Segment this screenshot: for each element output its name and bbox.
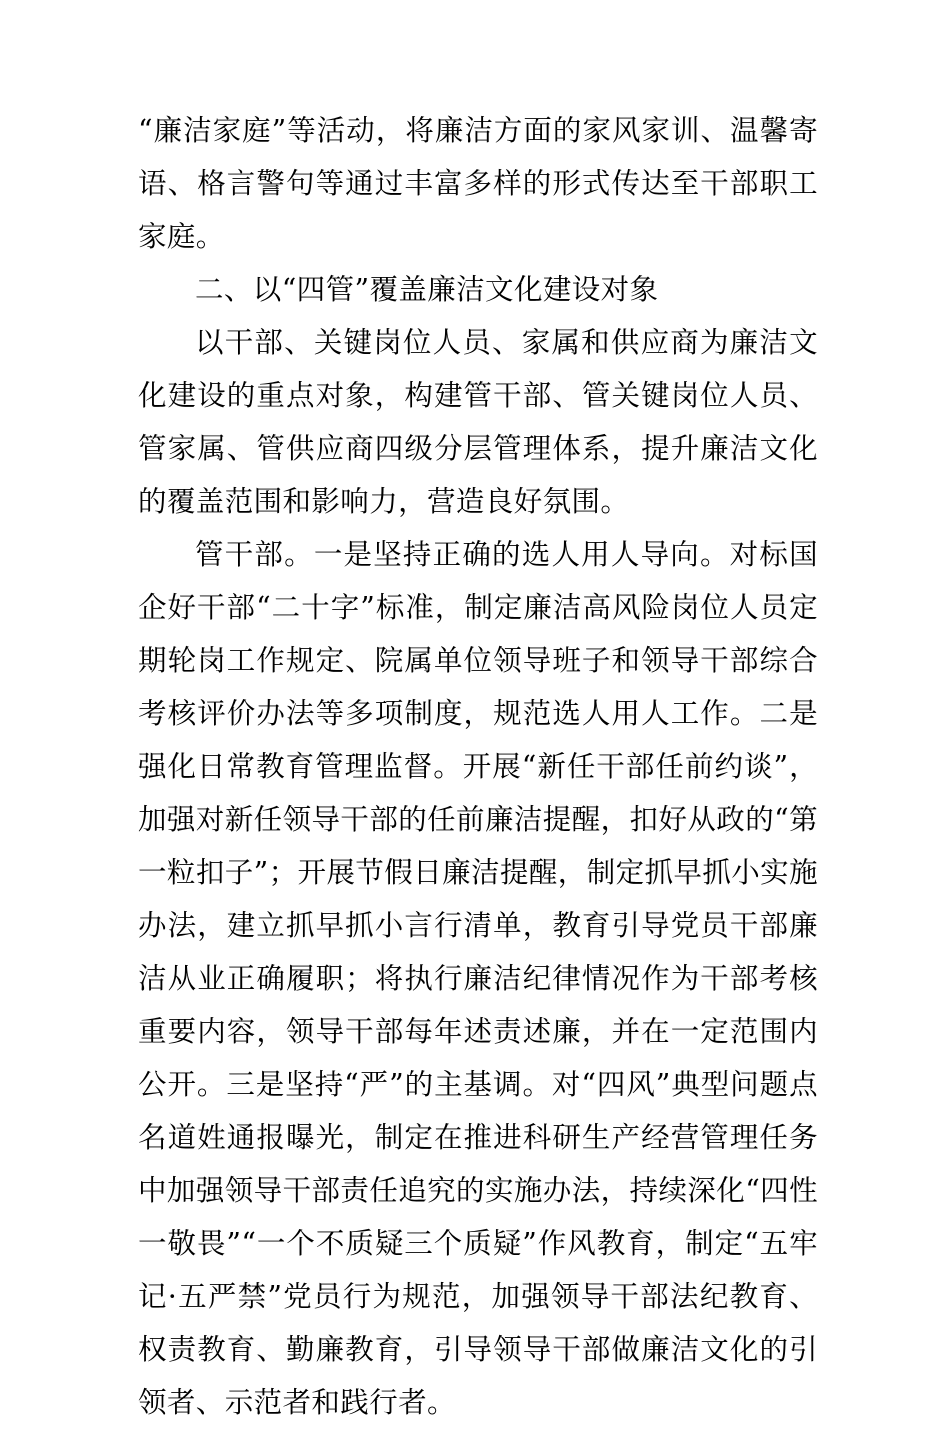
paragraph-continued: “廉洁家庭”等活动，将廉洁方面的家风家训、温馨寄语、格言警句等通过丰富多样的形式传达至干部职工家庭。 <box>138 114 818 253</box>
paragraph-overview: 以干部、关键岗位人员、家属和供应商为廉洁文化建设的重点对象，构建管干部、管关键岗位人员、管家属、管供应商四级分层管理体系，提升廉洁文化的覆盖范围和影响力，营造良好氛围。 <box>138 326 818 518</box>
document-body <box>138 104 818 1429</box>
paragraph-heading-two: 二、以“四管”覆盖廉洁文化建设对象 <box>195 273 659 306</box>
paragraph-manage-cadres: 管干部。一是坚持正确的选人用人导向。对标国企好干部“二十字”标准，制定廉洁高风险岗位人员定期轮岗工作规定、院属单位领导班子和领导干部综合考核评价办法等多项制度，规范选人用人工作。二是强化日常教育管理监督。开展“新任干部任前约谈”，加强对新任领导干部的任前廉洁提醒，扣好从政的“第一粒扣子”；开展节假日廉洁提醒，制定抓早抓小实施办法，建立抓早抓小言行清单，教育引导党员干部廉洁从业正确履职；将执行廉洁纪律情况作为干部考核重要内容，领导干部每年述责述廉，并在一定范围内公开。三是坚持“严”的主基调。对“四风”典型问题点名道姓通报曝光，制定在推进科研生产经营管理任务中加强领导干部责任追究的实施办法，持续深化“四性一敬畏”“一个不质疑三个质疑”作风教育，制定“五牢记·五严禁”党员行为规范，加强领导干部法纪教育、权责教育、勤廉教育，引导领导干部做廉洁文化的引领者、示范者和践行者。 <box>138 538 818 1419</box>
